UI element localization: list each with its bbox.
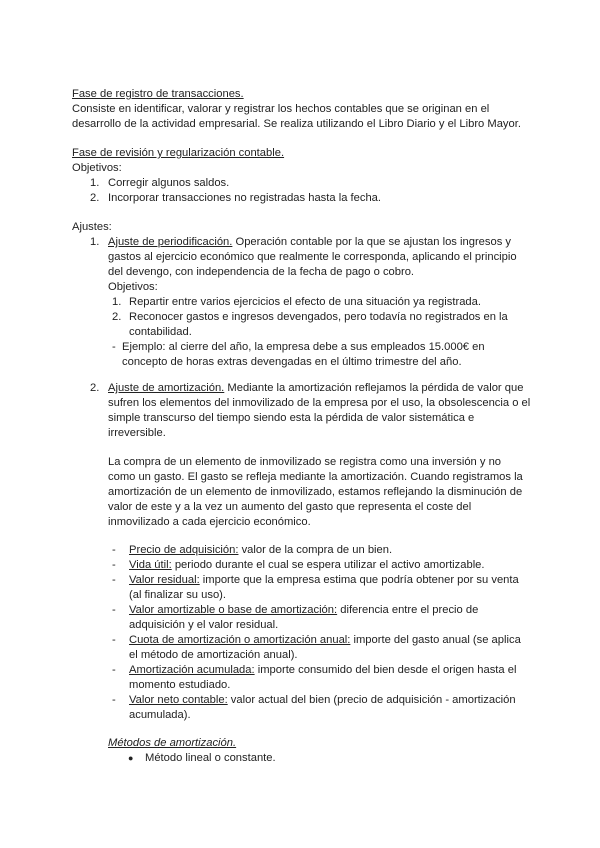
amortizacion-paragraph-line: inmovilizado a cada ejercicio económico.: [108, 516, 311, 528]
ajuste-amortizacion-line: simple transcurso del tiempo siendo esta la pérdida de valor sistemática e: [108, 412, 475, 424]
definition-bullet: -: [112, 574, 116, 586]
periodificacion-objectives-label: Objetivos:: [108, 281, 158, 293]
definition-valor-neto-contable: [129, 693, 516, 708]
definition-vida-util: [129, 558, 485, 573]
definition-cuota-amortizacion: [129, 633, 521, 648]
definition-text: importe del gasto anual (se aplica: [350, 634, 521, 646]
sub-objective-number: 1.: [112, 296, 122, 308]
definition-term: Precio de adquisición:: [129, 544, 239, 556]
sub-objective-text: contabilidad.: [129, 326, 192, 338]
definition-amortizacion-acumulada: [129, 663, 516, 678]
definition-bullet: -: [112, 694, 116, 706]
definition-term: Valor amortizable o base de amortización:: [129, 604, 338, 616]
definition-text: adquisición y el valor residual.: [129, 619, 279, 631]
example-text: Ejemplo: al cierre del año, la empresa debe a sus empleados 15.000€ en: [122, 341, 485, 353]
definition-valor-residual: [129, 573, 519, 588]
ajuste-amortizacion-line: irreversible.: [108, 427, 166, 439]
definition-text: valor actual del bien (precio de adquisición - amortización: [227, 694, 516, 706]
section-title-registro: Fase de registro de transacciones.: [72, 88, 244, 100]
amortizacion-paragraph-line: valor de este y a la vez un aumento del gasto que representa el coste del: [108, 501, 472, 513]
ajuste-amortizacion-line: sufren los elementos del inmovilizado de la empresa por el uso, la obsolescencia o el: [108, 397, 531, 409]
definition-term: Valor neto contable:: [129, 694, 228, 706]
sub-objective-number: 2.: [112, 311, 122, 323]
definition-text: valor de la compra de un bien.: [238, 544, 393, 556]
ajuste-amortizacion-title: Ajuste de amortización.: [108, 382, 225, 394]
example-text: concepto de horas extras devengadas en el último trimestre del año.: [122, 356, 462, 368]
ajuste-periodificacion-line: gastos al ejercicio económico que realmente le corresponda, aplicando el principio: [108, 251, 517, 263]
objective-text: Incorporar transacciones no registradas hasta la fecha.: [108, 192, 382, 204]
example-bullet: -: [112, 341, 116, 353]
ajuste-periodificacion-title: Ajuste de periodificación.: [108, 236, 233, 248]
sub-objective-text: Reconocer gastos e ingresos devengados, pero todavía no registrados en la: [129, 311, 508, 323]
objective-number: 2.: [90, 192, 100, 204]
amortizacion-paragraph-line: amortización de un elemento de inmovilizado, estamos reflejando la disminución de: [108, 486, 523, 498]
method-bullet: ●: [128, 753, 134, 763]
definition-bullet: -: [112, 664, 116, 676]
definition-precio-adquisicion: [129, 543, 392, 558]
section1-line-2: desarrollo de la actividad empresarial. Se realiza utilizando el Libro Diario y el Libro Mayor.: [72, 118, 521, 130]
definition-bullet: -: [112, 544, 116, 556]
ajuste-number: 1.: [90, 236, 100, 248]
definition-term: Vida útil:: [129, 559, 172, 571]
definition-term: Amortización acumulada:: [129, 664, 255, 676]
definition-text: el método de amortización anual).: [129, 649, 298, 661]
definition-text: momento estudiado.: [129, 679, 231, 691]
definition-bullet: -: [112, 559, 116, 571]
ajuste-amortizacion-text: Mediante la amortización reflejamos la pérdida de valor que: [224, 382, 524, 394]
objective-number: 1.: [90, 177, 100, 189]
ajuste-number: 2.: [90, 382, 100, 394]
section-title-revision: Fase de revisión y regularización contable.: [72, 147, 285, 159]
definition-bullet: -: [112, 604, 116, 616]
definition-text: diferencia entre el precio de: [337, 604, 479, 616]
ajuste-periodificacion-text: Operación contable por la que se ajustan los ingresos y: [232, 236, 512, 248]
definition-text: acumulada).: [129, 709, 191, 721]
ajuste-periodificacion-line-1: [108, 235, 511, 250]
definition-text: importe que la empresa estima que podría obtener por su venta: [199, 574, 519, 586]
method-text: Método lineal o constante.: [145, 752, 276, 764]
ajustes-label: Ajustes:: [72, 221, 112, 233]
definition-text: (al finalizar su uso).: [129, 589, 226, 601]
section1-line-1: Consiste en identificar, valorar y registrar los hechos contables que se originan en el: [72, 103, 490, 115]
amortizacion-paragraph-line: como un gasto. El gasto se refleja mediante la amortización. Cuando registramos la: [108, 471, 523, 483]
definition-valor-amortizable: [129, 603, 478, 618]
ajuste-amortizacion-line-1: [108, 381, 523, 396]
methods-title: Métodos de amortización.: [108, 737, 237, 749]
definition-term: Valor residual:: [129, 574, 200, 586]
sub-objective-text: Repartir entre varios ejercicios el efecto de una situación ya registrada.: [129, 296, 481, 308]
objective-text: Corregir algunos saldos.: [108, 177, 230, 189]
ajuste-periodificacion-line: del devengo, con independencia de la fecha de pago o cobro.: [108, 266, 415, 278]
definition-text: importe consumido del bien desde el origen hasta el: [254, 664, 517, 676]
amortizacion-paragraph-line: La compra de un elemento de inmovilizado se registra como una inversión y no: [108, 456, 502, 468]
definition-bullet: -: [112, 634, 116, 646]
objectives-label: Objetivos:: [72, 162, 122, 174]
definition-text: periodo durante el cual se espera utilizar el activo amortizable.: [171, 559, 485, 571]
definition-term: Cuota de amortización o amortización anual:: [129, 634, 351, 646]
